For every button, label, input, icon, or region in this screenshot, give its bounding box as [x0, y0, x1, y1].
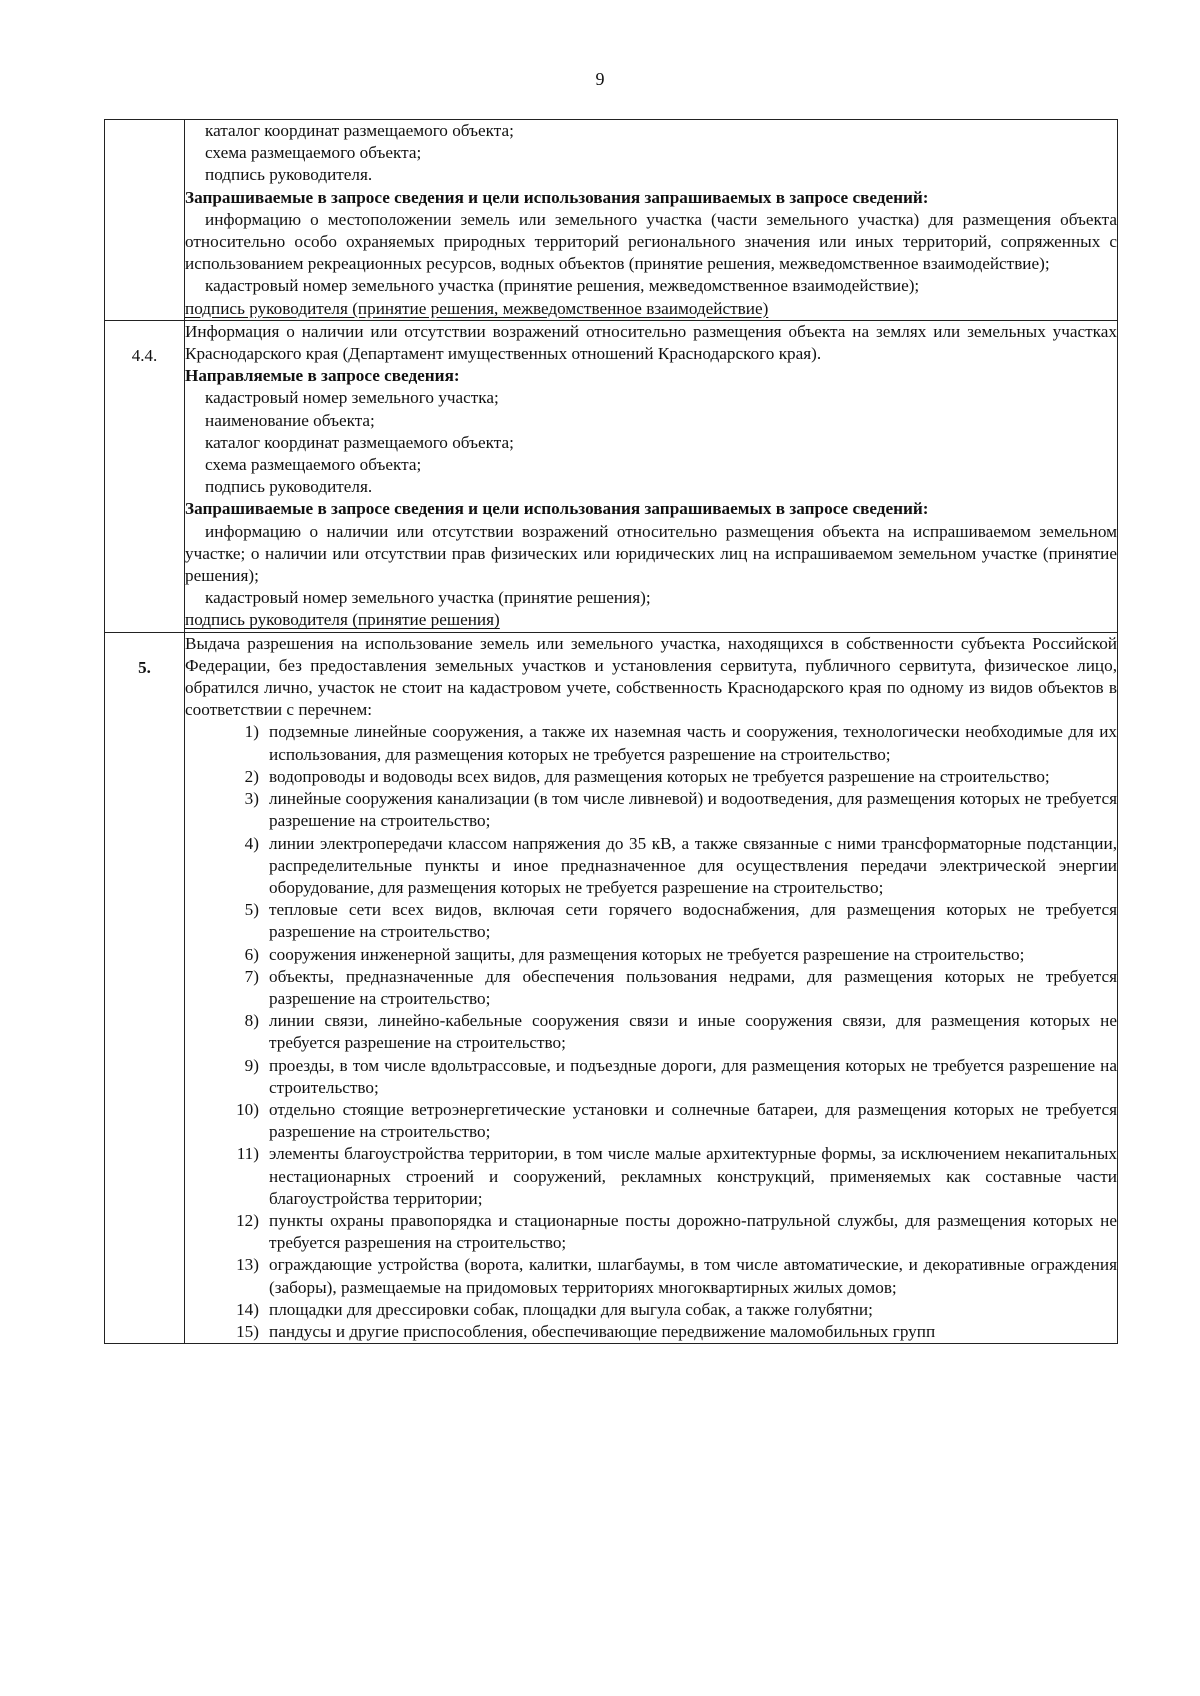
- paragraph: информацию о местоположении земель или земельного участка (части земельного участка) для размещения объекта относительно особо охраняемых природных территорий регионального значения или иных территорий, сопряженных с использованием рекреационных ресурсов, водных объектов (принятие решения, межведомственное взаимодействие);: [185, 209, 1117, 274]
- list-item-text: пункты охраны правопорядка и стационарные посты дорожно-патрульной службы, для размещения которых не требуется разрешения на строительство;: [269, 1210, 1117, 1253]
- list-item-text: площадки для дрессировки собак, площадки для выгула собак, а также голубятни;: [269, 1299, 873, 1319]
- list-item-number: 12): [236, 1210, 259, 1230]
- list-item-number: 8): [244, 1011, 259, 1031]
- table-row: [105, 632, 1118, 1344]
- row-content: [185, 632, 1118, 1344]
- list-item: [185, 1143, 1117, 1210]
- list-item-number: 7): [244, 966, 259, 986]
- list-item-number: 1): [244, 722, 259, 742]
- list-item: [185, 1321, 1117, 1343]
- page-number: 9: [595, 69, 605, 89]
- list-item-number: 15): [236, 1321, 259, 1341]
- paragraph-final: подпись руководителя (принятие решения): [185, 610, 500, 630]
- row-number: 5.: [138, 657, 151, 677]
- section-heading: Направляемые в запросе сведения:: [185, 366, 460, 386]
- list-item-number: 5): [244, 900, 259, 920]
- list-item: [185, 1055, 1117, 1099]
- row-content: [185, 320, 1118, 632]
- list-item: [185, 721, 1117, 765]
- table-row: [105, 320, 1118, 632]
- list-item-number: 6): [244, 944, 259, 964]
- row-number-cell: [105, 120, 185, 321]
- list-item: [185, 833, 1117, 900]
- list-item-text: подземные линейные сооружения, а также их наземная часть и сооружения, технологически необходимые для их использования, для размещения которых не требуется разрешение на строительство;: [269, 722, 1117, 764]
- list-item-text: тепловые сети всех видов, включая сети горячего водоснабжения, для размещения которых не требуется разрешение на строительство;: [269, 900, 1117, 942]
- paragraph: подпись руководителя.: [205, 165, 373, 185]
- paragraph: кадастровый номер земельного участка (принятие решения);: [205, 588, 651, 608]
- list-item: [185, 899, 1117, 943]
- list-item-number: 2): [244, 766, 259, 786]
- list-item-text: объекты, предназначенные для обеспечения пользования недрами, для размещения которых не требуется разрешение на строительство;: [269, 966, 1117, 1008]
- list-item: [185, 1254, 1117, 1298]
- list-item-text: ограждающие устройства (ворота, калитки, шлагбаумы, в том числе автоматические, и декоративные ограждения (заборы), размещаемые на придомовых территориях многоквартирных жилых домов;: [269, 1255, 1117, 1297]
- row-content: [185, 120, 1118, 321]
- list-item-text: линии связи, линейно-кабельные сооружения связи и иные сооружения связи, для размещения которых не требуется разрешение на строительство;: [269, 1011, 1117, 1053]
- list-item-text: пандусы и другие приспособления, обеспечивающие передвижение маломобильных групп: [269, 1321, 936, 1341]
- list-item-text: линии электропередачи классом напряжения до 35 кВ, а также связанные с ними трансформаторные подстанции, распределительные пункты и иное предназначенное для осуществления передачи электрической энергии оборудование, для размещения которых не требуется разрешение на строительство;: [269, 833, 1117, 897]
- paragraph: кадастровый номер земельного участка (принятие решения, межведомственное взаимодействие);: [205, 276, 920, 296]
- list-item-number: 3): [244, 789, 259, 809]
- list-item-number: 4): [244, 833, 259, 853]
- list-item-number: 10): [236, 1099, 259, 1119]
- list-item-text: отдельно стоящие ветроэнергетические установки и солнечные батареи, для размещения которых не требуется разрешение на строительство;: [269, 1099, 1117, 1142]
- row-number-cell: [105, 632, 185, 1344]
- table-row: [105, 120, 1118, 321]
- paragraph: схема размещаемого объекта;: [205, 455, 422, 475]
- list-item: [185, 1299, 1117, 1321]
- list-item-text: элементы благоустройства территории, в том числе малые архитектурные формы, за исключением некапитальных нестационарных строений и сооружений, рекламных конструкций, применяемых как составные части благоустройства территории;: [269, 1144, 1117, 1208]
- list-item-number: 14): [236, 1299, 259, 1319]
- paragraph: Информация о наличии или отсутствии возражений относительно размещения объекта на землях или земельных участках Краснодарского края (Департамент имущественных отношений Краснодарского края).: [185, 321, 1117, 364]
- list-item: [185, 1099, 1117, 1143]
- paragraph: информацию о наличии или отсутствии возражений относительно размещения объекта на испрашиваемом земельном участке; о наличии или отсутствии прав физических или юридических лиц на испрашиваемом земельном участке (принятие решения);: [185, 521, 1117, 586]
- paragraph: каталог координат размещаемого объекта;: [205, 432, 514, 452]
- paragraph: подпись руководителя.: [205, 477, 373, 497]
- paragraph: схема размещаемого объекта;: [205, 143, 422, 163]
- paragraph-final: подпись руководителя (принятие решения, межведомственное взаимодействие): [185, 298, 769, 318]
- list-item-number: 9): [244, 1055, 259, 1075]
- list-item: [185, 766, 1117, 788]
- list-item: [185, 1210, 1117, 1254]
- row-number: 4.4.: [131, 345, 158, 365]
- paragraph: каталог координат размещаемого объекта;: [205, 121, 514, 140]
- paragraph: кадастровый номер земельного участка;: [205, 388, 499, 408]
- list-item: [185, 788, 1117, 832]
- row-number-cell: [105, 320, 185, 632]
- list-item: [185, 966, 1117, 1010]
- list-item: [185, 1010, 1117, 1054]
- list-item-number: 13): [236, 1255, 259, 1275]
- list-item-text: проезды, в том числе вдольтрассовые, и подъездные дороги, для размещения которых не требуется разрешение на строительство;: [269, 1055, 1117, 1097]
- list-item-text: сооружения инженерной защиты, для размещения которых не требуется разрешение на строительство;: [269, 944, 1025, 964]
- list-item-text: линейные сооружения канализации (в том числе ливневой) и водоотведения, для размещения которых не требуется разрешение на строительство;: [269, 789, 1117, 831]
- paragraph: наименование объекта;: [205, 410, 375, 430]
- list-item-number: 11): [236, 1144, 259, 1164]
- list-item-text: водопроводы и водоводы всех видов, для размещения которых не требуется разрешение на строительство;: [269, 766, 1050, 786]
- section-heading: Запрашиваемые в запросе сведения и цели использования запрашиваемых в запросе сведений:: [185, 187, 929, 207]
- document-table: [104, 119, 1118, 1344]
- list-item: [185, 944, 1117, 966]
- section-heading: Запрашиваемые в запросе сведения и цели использования запрашиваемых в запросе сведений:: [185, 499, 929, 519]
- paragraph: Выдача разрешения на использование земель или земельного участка, находящихся в собственности субъекта Российской Федерации, без предоставления земельных участков и установления сервитута, публичного сервитута, физическое лицо, обратился лично, участок не стоит на кадастровом учете, собственность Краснодарского края по одному из видов объектов в соответствии с перечнем:: [185, 633, 1117, 720]
